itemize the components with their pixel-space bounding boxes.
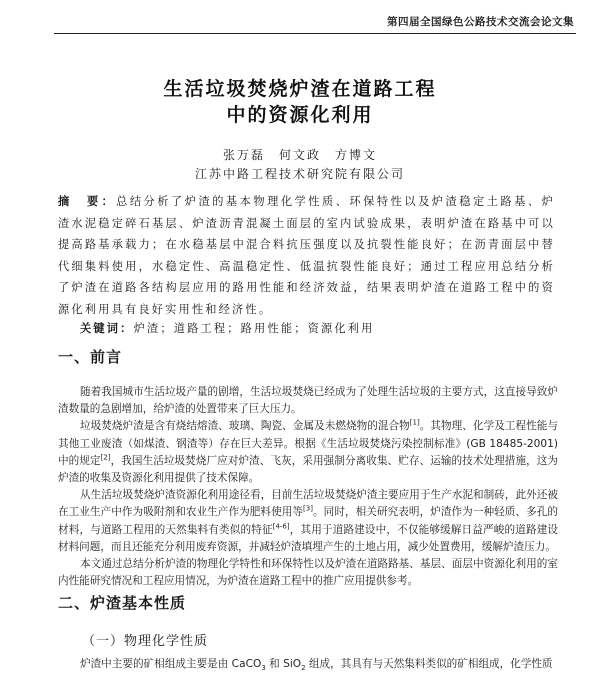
section2-body	[58, 656, 558, 673]
keywords	[80, 320, 560, 336]
paragraph	[58, 418, 558, 487]
running-header: 第四届全国绿色公路技术交流会论文集	[387, 16, 574, 28]
section-heading-properties: 二、炉渣基本性质	[58, 594, 187, 612]
section1-body	[58, 384, 558, 590]
authors: 张万磊 何文政 方博文	[222, 148, 377, 162]
paragraph	[58, 656, 558, 673]
paragraph: 随着我国城市生活垃圾产量的剧增，生活垃圾焚烧已经成为了处理生活垃圾的主要方式，这直接导致炉渣数量的急剧增加，给炉渣的处置带来了巨大压力。	[58, 386, 558, 416]
text-run: 。同时，相关研究表明，炉渣作为一种轻质、多孔的材料，与道路工程用的天然集料有类似的特征	[58, 506, 559, 536]
subsection-heading: （一）物理化学性质	[82, 634, 209, 649]
text-run: 从生活垃圾焚烧炉渣资源化利用途径看，目前生活垃圾焚烧炉渣主要应用于生产水泥和制砖，此外还被在工业生产中作为吸附剂和农业生产作为肥料使用等	[58, 489, 558, 519]
text-run: ，我国生活垃圾焚烧厂应对炉渣、飞灰，采用强制分离收集、贮存、运输的技术处理措施，这为炉渣的收集及资源化利用提供了技术保障。	[58, 454, 559, 485]
abstract-text: 总结分析了炉渣的基本物理化学性质、环保特性以及炉渣稳定土路基、炉渣水泥稳定碎石基层、炉渣沥青混凝土面层的室内试验成果，表明炉渣在路基中可以提高路基承载力；在水稳基层中混合料抗压强度以及抗裂性能良好；在沥青面层中替代细集料使用，水稳定性、高温稳定性、低温抗裂性能良好；通过工程应用总结分析了炉渣在道路各结构层应用的路用性能和经济效益，结果表明炉渣在道路工程中的资源化利用具有良好实用性和经济性。	[58, 195, 555, 316]
paragraph	[58, 487, 558, 556]
citation: [2]	[100, 453, 111, 462]
header-rule	[54, 33, 576, 34]
text-run: 垃圾焚烧炉渣是含有烧结熔渣、玻璃、陶瓷、金属及未燃烧物的混合物	[80, 420, 410, 433]
keywords-text: 炉渣；道路工程；路用性能；资源化利用	[133, 322, 375, 335]
affiliation: 江苏中路工程技术研究院有限公司	[194, 167, 405, 181]
abstract-label: 摘 要：	[58, 195, 117, 208]
citation: [4-6]	[272, 522, 290, 531]
paper-title-line1: 生活垃圾焚烧炉渣在道路工程	[163, 78, 437, 100]
keywords-label: 关键词：	[80, 322, 134, 335]
text-run: 。其物理、化学及工程性能与其他工业废渣（如煤渣、钢渣等）存在巨大差异。根据《生活垃圾焚烧污染控制标准》(GB 18485-2001) 中的规定	[58, 420, 558, 467]
citation: [1]	[409, 418, 420, 427]
text-run: 和 SiO	[265, 658, 302, 670]
abstract	[58, 191, 555, 320]
text-run: ，其用于道路建设中，不仅能够缓解日益严峻的道路建设材料问题，而且还能充分利用废弃资源，并减轻炉渣填埋产生的土地占用，减少处置费用，缓解炉渣压力。	[58, 523, 559, 553]
text-run: 组成，其具有与天然集料类似的矿相组成，化学性质	[305, 658, 553, 670]
subscript: 2	[301, 664, 306, 673]
paragraph: 本文通过总结分析炉渣的物理化学特性和环保特性以及炉渣在道路路基、基层、面层中资源化利用的室内性能研究情况和工程应用情况，为炉渣在道路工程中的推广应用提供参考。	[58, 558, 558, 588]
text-run: 炉渣中主要的矿相组成主要是由 CaCO	[80, 658, 262, 670]
citation: [3]	[303, 504, 313, 513]
subscript: 3	[261, 664, 266, 673]
section-heading-intro: 一、前言	[58, 348, 123, 366]
paper-title-line2: 中的资源化利用	[226, 104, 374, 126]
